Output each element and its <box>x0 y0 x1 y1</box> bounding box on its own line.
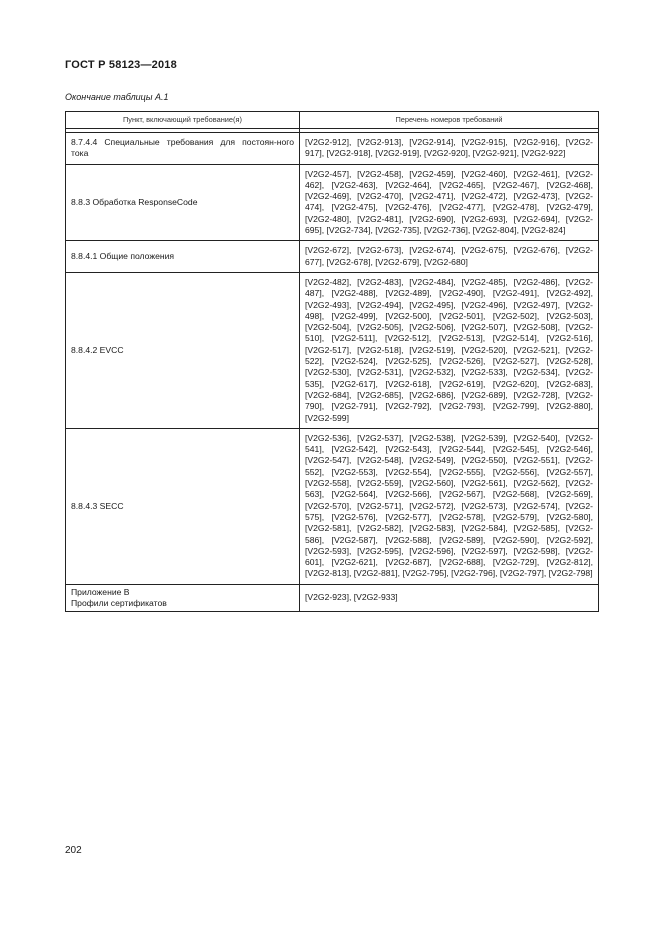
appendix-title: Приложение В <box>71 586 130 597</box>
requirements-cell: [V2G2-923], [V2G2-933] <box>300 584 599 612</box>
table-row <box>66 164 599 241</box>
table-header-row <box>66 112 599 129</box>
table-row <box>66 428 599 584</box>
requirements-table <box>65 111 599 612</box>
requirements-cell: [V2G2-536], [V2G2-537], [V2G2-538], [V2G2-539], [V2G2-540], [V2G2-541], [V2G2-542], [V2G2-543], [V2G2-544], [V2G2-545], [V2G2-546], [V2G2-547], [V2G2-548], [V2G2-549], [V2G2-550], [V2G2-551], [V2G2-552], [V2G2-553], [V2G2-554], [V2G2-555], [V2G2-556], [V2G2-557], [V2G2-558], [V2G2-559], [V2G2-560], [V2G2-561], [V2G2-562], [V2G2-563], [V2G2-564], [V2G2-566], [V2G2-567], [V2G2-568], [V2G2-569], [V2G2-570], [V2G2-571], [V2G2-572], [V2G2-573], [V2G2-574], [V2G2-575], [V2G2-576], [V2G2-577], [V2G2-578], [V2G2-579], [V2G2-580], [V2G2-581], [V2G2-582], [V2G2-583], [V2G2-584], [V2G2-585], [V2G2-586], [V2G2-587], [V2G2-588], [V2G2-589], [V2G2-590], [V2G2-592], [V2G2-593], [V2G2-595], [V2G2-596], [V2G2-597], [V2G2-598], [V2G2-601], [V2G2-621], [V2G2-687], [V2G2-688], [V2G2-729], [V2G2-812], [V2G2-813], [V2G2-881], [V2G2-795], [V2G2-796], [V2G2-797], [V2G2-798] <box>300 428 599 584</box>
table-row <box>66 133 599 165</box>
item-cell: 8.8.4.1 Общие положения <box>66 241 300 273</box>
requirements-cell: [V2G2-912], [V2G2-913], [V2G2-914], [V2G2-915], [V2G2-916], [V2G2-917], [V2G2-918], [V2G2-919], [V2G2-920], [V2G2-921], [V2G2-922] <box>300 133 599 165</box>
table-row <box>66 272 599 428</box>
item-cell: 8.7.4.4 Специальные требования для постоян-ного тока <box>66 133 300 165</box>
table-caption: Окончание таблицы А.1 <box>65 92 169 102</box>
item-cell: 8.8.4.3 SECC <box>66 428 300 584</box>
column-header-requirements: Перечень номеров требований <box>300 112 599 129</box>
item-cell: 8.8.3 Обработка ResponseCode <box>66 164 300 241</box>
requirements-cell: [V2G2-672], [V2G2-673], [V2G2-674], [V2G2-675], [V2G2-676], [V2G2-677], [V2G2-678], [V2G2-679], [V2G2-680] <box>300 241 599 273</box>
appendix-subtitle: Профили сертификатов <box>71 597 167 608</box>
requirements-cell: [V2G2-457], [V2G2-458], [V2G2-459], [V2G2-460], [V2G2-461], [V2G2-462], [V2G2-463], [V2G2-464], [V2G2-465], [V2G2-467], [V2G2-468], [V2G2-469], [V2G2-470], [V2G2-471], [V2G2-472], [V2G2-473], [V2G2-474], [V2G2-475], [V2G2-476], [V2G2-477], [V2G2-478], [V2G2-479], [V2G2-480], [V2G2-481], [V2G2-690], [V2G2-693], [V2G2-694], [V2G2-695], [V2G2-734], [V2G2-735], [V2G2-736], [V2G2-804], [V2G2-824] <box>300 164 599 241</box>
table-row <box>66 241 599 273</box>
table-row <box>66 584 599 612</box>
column-header-item: Пункт, включающий требование(я) <box>66 112 300 129</box>
item-cell: 8.8.4.2 EVCC <box>66 272 300 428</box>
item-cell <box>66 584 300 612</box>
document-code: ГОСТ Р 58123—2018 <box>65 59 177 71</box>
requirements-cell: [V2G2-482], [V2G2-483], [V2G2-484], [V2G2-485], [V2G2-486], [V2G2-487], [V2G2-488], [V2G2-489], [V2G2-490], [V2G2-491], [V2G2-492], [V2G2-493], [V2G2-494], [V2G2-495], [V2G2-496], [V2G2-497], [V2G2-498], [V2G2-499], [V2G2-500], [V2G2-501], [V2G2-502], [V2G2-503], [V2G2-504], [V2G2-505], [V2G2-506], [V2G2-507], [V2G2-508], [V2G2-510], [V2G2-511], [V2G2-512], [V2G2-513], [V2G2-514], [V2G2-516], [V2G2-517], [V2G2-518], [V2G2-519], [V2G2-520], [V2G2-521], [V2G2-522], [V2G2-524], [V2G2-525], [V2G2-526], [V2G2-527], [V2G2-528], [V2G2-530], [V2G2-531], [V2G2-532], [V2G2-533], [V2G2-534], [V2G2-535], [V2G2-617], [V2G2-618], [V2G2-619], [V2G2-620], [V2G2-683], [V2G2-684], [V2G2-685], [V2G2-686], [V2G2-689], [V2G2-728], [V2G2-790], [V2G2-791], [V2G2-792], [V2G2-793], [V2G2-799], [V2G2-880], [V2G2-599] <box>300 272 599 428</box>
page-number: 202 <box>65 845 82 856</box>
